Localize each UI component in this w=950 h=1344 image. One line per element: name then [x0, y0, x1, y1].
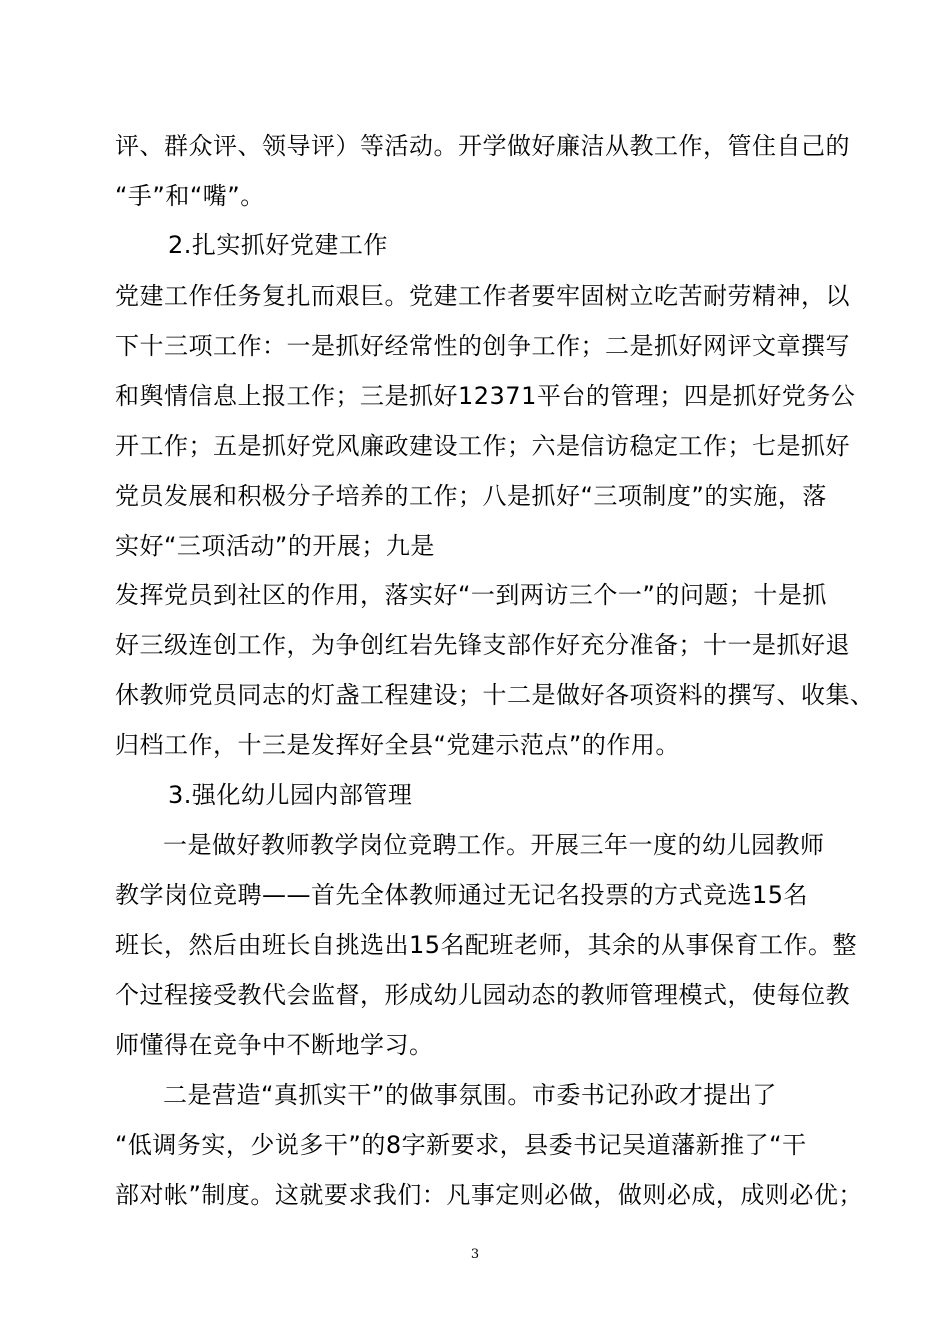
body-text-line: 师懂得在竞争中不断地学习。	[115, 1031, 434, 1059]
body-text-line: 个过程接受教代会监督，形成幼儿园动态的教师管理模式，使每位教	[115, 981, 850, 1009]
body-text-line: 实好“三项活动”的开展；九是	[115, 532, 435, 560]
body-text-line: 党建工作任务复扎而艰巨。党建工作者要牢固树立吃苦耐劳精神，以	[115, 282, 850, 310]
body-text-line: 发挥党员到社区的作用，落实好“一到两访三个一”的问题；十是抓	[115, 581, 827, 609]
body-text-line: 评、群众评、领导评）等活动。开学做好廉洁从教工作，管住自己的	[115, 132, 850, 160]
body-text-line: “手”和“嘴”。	[115, 182, 265, 210]
body-text-line: 党员发展和积极分子培养的工作；八是抓好“三项制度”的实施，落	[115, 482, 827, 510]
body-text-line: 休教师党员同志的灯盏工程建设；十二是做好各项资料的撰写、收集、	[115, 681, 875, 709]
page-number: 3	[470, 1247, 480, 1262]
body-text-line: 好三级连创工作，为争创红岩先锋支部作好充分准备；十一是抓好退	[115, 631, 850, 659]
section-heading: 2.扎实抓好党建工作	[168, 231, 388, 259]
body-text-line: “低调务实，少说多干”的8字新要求，县委书记吴道藩新推了“干	[115, 1131, 807, 1159]
section-heading: 3.强化幼儿园内部管理	[168, 781, 413, 809]
body-text-line: 教学岗位竞聘——首先全体教师通过无记名投票的方式竞选15名	[115, 881, 809, 909]
body-text-line: 开工作；五是抓好党风廉政建设工作；六是信访稳定工作；七是抓好	[115, 432, 850, 460]
body-text-line: 二是营造“真抓实干”的做事氛围。市委书记孙政才提出了	[163, 1081, 777, 1109]
body-text-line: 和舆情信息上报工作；三是抓好12371平台的管理；四是抓好党务公	[115, 382, 856, 410]
body-text-line: 部对帐”制度。这就要求我们：凡事定则必做，做则必成，成则必优；	[115, 1181, 863, 1209]
body-text-line: 班长，然后由班长自挑选出15名配班老师，其余的从事保育工作。整	[115, 931, 858, 959]
body-text-line: 一是做好教师教学岗位竞聘工作。开展三年一度的幼儿园教师	[163, 831, 825, 859]
body-text-line: 下十三项工作：一是抓好经常性的创争工作；二是抓好网评文章撰写	[115, 332, 850, 360]
body-text-line: 归档工作，十三是发挥好全县“党建示范点”的作用。	[115, 731, 680, 759]
